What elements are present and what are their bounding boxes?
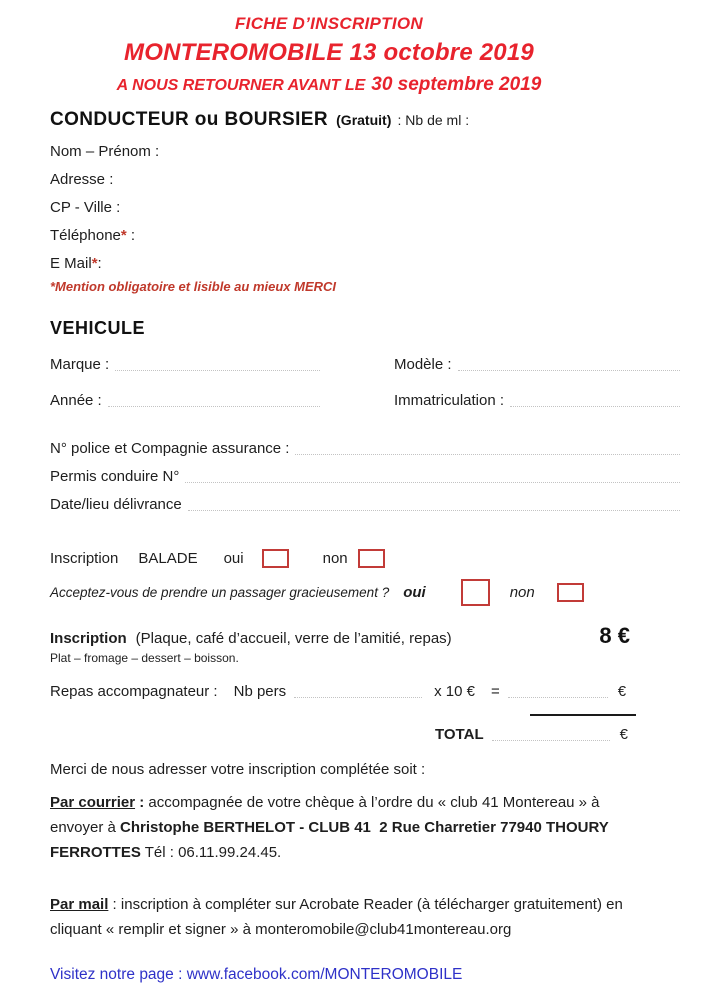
conducteur-nb-ml-label: : Nb de ml : — [397, 112, 470, 128]
par-mail-label: Par mail — [50, 896, 109, 913]
telephone-field[interactable] — [50, 222, 680, 250]
total-rule — [530, 714, 636, 716]
passager-oui-checkbox[interactable] — [461, 579, 490, 606]
balade-inscription-label: Inscription — [50, 549, 119, 567]
subtotal-euro-sign: € — [617, 683, 627, 700]
total-row — [435, 721, 680, 745]
vehicule-row-1 — [50, 353, 680, 375]
email-label: E Mail — [50, 255, 92, 272]
delivrance-field — [50, 493, 680, 515]
cp-ville-field[interactable] — [50, 194, 680, 222]
email-required-asterisk: * — [91, 255, 98, 272]
vehicule-row-2 — [50, 389, 680, 411]
balade-label: BALADE — [138, 549, 198, 567]
balade-oui-checkbox[interactable] — [262, 549, 289, 568]
adresse-label: Adresse : — [50, 171, 114, 188]
form-header — [50, 14, 608, 96]
par-courrier-text: accompagnée de votre chèque à l’ordre du « club 41 Montereau » à envoyer à — [50, 794, 600, 836]
marque-label: Marque : — [50, 356, 110, 373]
nom-prenom-label: Nom – Prénom : — [50, 143, 160, 160]
email-field[interactable] — [50, 250, 680, 278]
telephone-label: Téléphone — [50, 227, 121, 244]
conducteur-title: CONDUCTEUR ou BOURSIER — [50, 109, 328, 130]
form-title: FICHE D’INSCRIPTION — [235, 14, 423, 33]
telephone-colon: : — [126, 227, 136, 244]
menu-note: Plat – fromage – dessert – boisson. — [50, 651, 239, 665]
event-title: MONTEROMOBILE 13 octobre 2019 — [124, 39, 534, 66]
deadline-line — [50, 74, 608, 96]
par-mail-text: inscription à compléter sur Acrobate Reader (à télécharger gratuitement) en cliquant « remplir et signer » à monteromobile@club41montereau.org — [50, 896, 623, 938]
nb-pers-label: Nb pers — [233, 683, 287, 700]
nb-pers-input-line[interactable] — [294, 687, 422, 698]
assurance-field — [50, 437, 680, 459]
balade-registration-row — [50, 545, 680, 571]
deadline-text: A NOUS RETOURNER AVANT LE — [116, 77, 366, 94]
balade-non-label: non — [322, 549, 348, 567]
subtotal-input-line[interactable] — [508, 687, 608, 698]
inscription-price-row — [50, 623, 680, 649]
par-mail-colon: : — [108, 896, 121, 913]
conducteur-fields — [50, 138, 680, 278]
courrier-address: Christophe BERTHELOT - CLUB 41 2 Rue Charretier 77940 THOURY FERROTTES — [50, 819, 609, 861]
balade-non-checkbox[interactable] — [358, 549, 385, 568]
vehicule-heading: VEHICULE — [50, 318, 146, 338]
assurance-label: N° police et Compagnie assurance : — [50, 440, 290, 457]
par-courrier-colon: : — [135, 794, 149, 811]
immatriculation-input-line[interactable] — [510, 396, 680, 407]
permis-input-line[interactable] — [185, 472, 680, 483]
inscription-price-value: 8 € — [599, 623, 630, 648]
cp-ville-label: CP - Ville : — [50, 199, 121, 216]
deadline-date: 30 septembre 2019 — [371, 74, 542, 95]
annee-label: Année : — [50, 392, 102, 409]
passager-non-checkbox[interactable] — [557, 583, 584, 602]
par-courrier-paragraph — [50, 790, 650, 865]
passager-question-row — [50, 578, 680, 606]
annee-field — [50, 391, 320, 411]
multiplier-label: x 10 € — [434, 683, 476, 700]
modele-label: Modèle : — [394, 356, 452, 373]
delivrance-input-line[interactable] — [188, 500, 680, 511]
modele-input-line[interactable] — [458, 360, 680, 371]
passager-question-label: Acceptez-vous de prendre un passager gracieusement ? — [50, 584, 390, 600]
immatriculation-field — [394, 391, 680, 411]
passager-oui-label: oui — [403, 583, 426, 601]
conducteur-heading — [50, 109, 680, 131]
annee-input-line[interactable] — [108, 396, 320, 407]
telephone-required-asterisk: * — [120, 227, 127, 244]
repas-label: Repas accompagnateur : — [50, 683, 218, 700]
par-mail-paragraph — [50, 892, 650, 942]
immatriculation-label: Immatriculation : — [394, 392, 505, 409]
par-courrier-label: Par courrier — [50, 794, 136, 811]
passager-non-label: non — [509, 583, 535, 601]
conducteur-gratuit-label: (Gratuit) — [336, 112, 392, 128]
marque-field — [50, 355, 320, 375]
delivrance-label: Date/lieu délivrance — [50, 496, 182, 513]
modele-field — [394, 355, 680, 375]
total-euro-sign: € — [619, 726, 628, 743]
courrier-phone: Tél : 06.11.99.24.45. — [140, 844, 282, 861]
repas-accompagnateur-row — [50, 680, 680, 702]
total-label: TOTAL — [435, 726, 484, 743]
send-instructions-intro: Merci de nous adresser votre inscription complétée soit : — [50, 761, 426, 778]
permis-field — [50, 465, 680, 487]
equals-sign: = — [491, 683, 500, 700]
mandatory-note: *Mention obligatoire et lisible au mieux MERCI — [50, 279, 337, 294]
permis-label: Permis conduire N° — [50, 468, 180, 485]
adresse-field[interactable] — [50, 166, 680, 194]
assurance-input-line[interactable] — [295, 444, 680, 455]
facebook-link[interactable]: Visitez notre page : www.facebook.com/MONTEROMOBILE — [50, 966, 463, 983]
inscription-price-label: Inscription — [50, 630, 127, 647]
nom-prenom-field[interactable] — [50, 138, 680, 166]
email-colon: : — [97, 255, 102, 272]
inscription-price-detail: (Plaque, café d’accueil, verre de l’amitié, repas) — [135, 630, 452, 647]
balade-oui-label: oui — [223, 549, 244, 567]
marque-input-line[interactable] — [115, 360, 320, 371]
total-input-line[interactable] — [492, 730, 610, 741]
